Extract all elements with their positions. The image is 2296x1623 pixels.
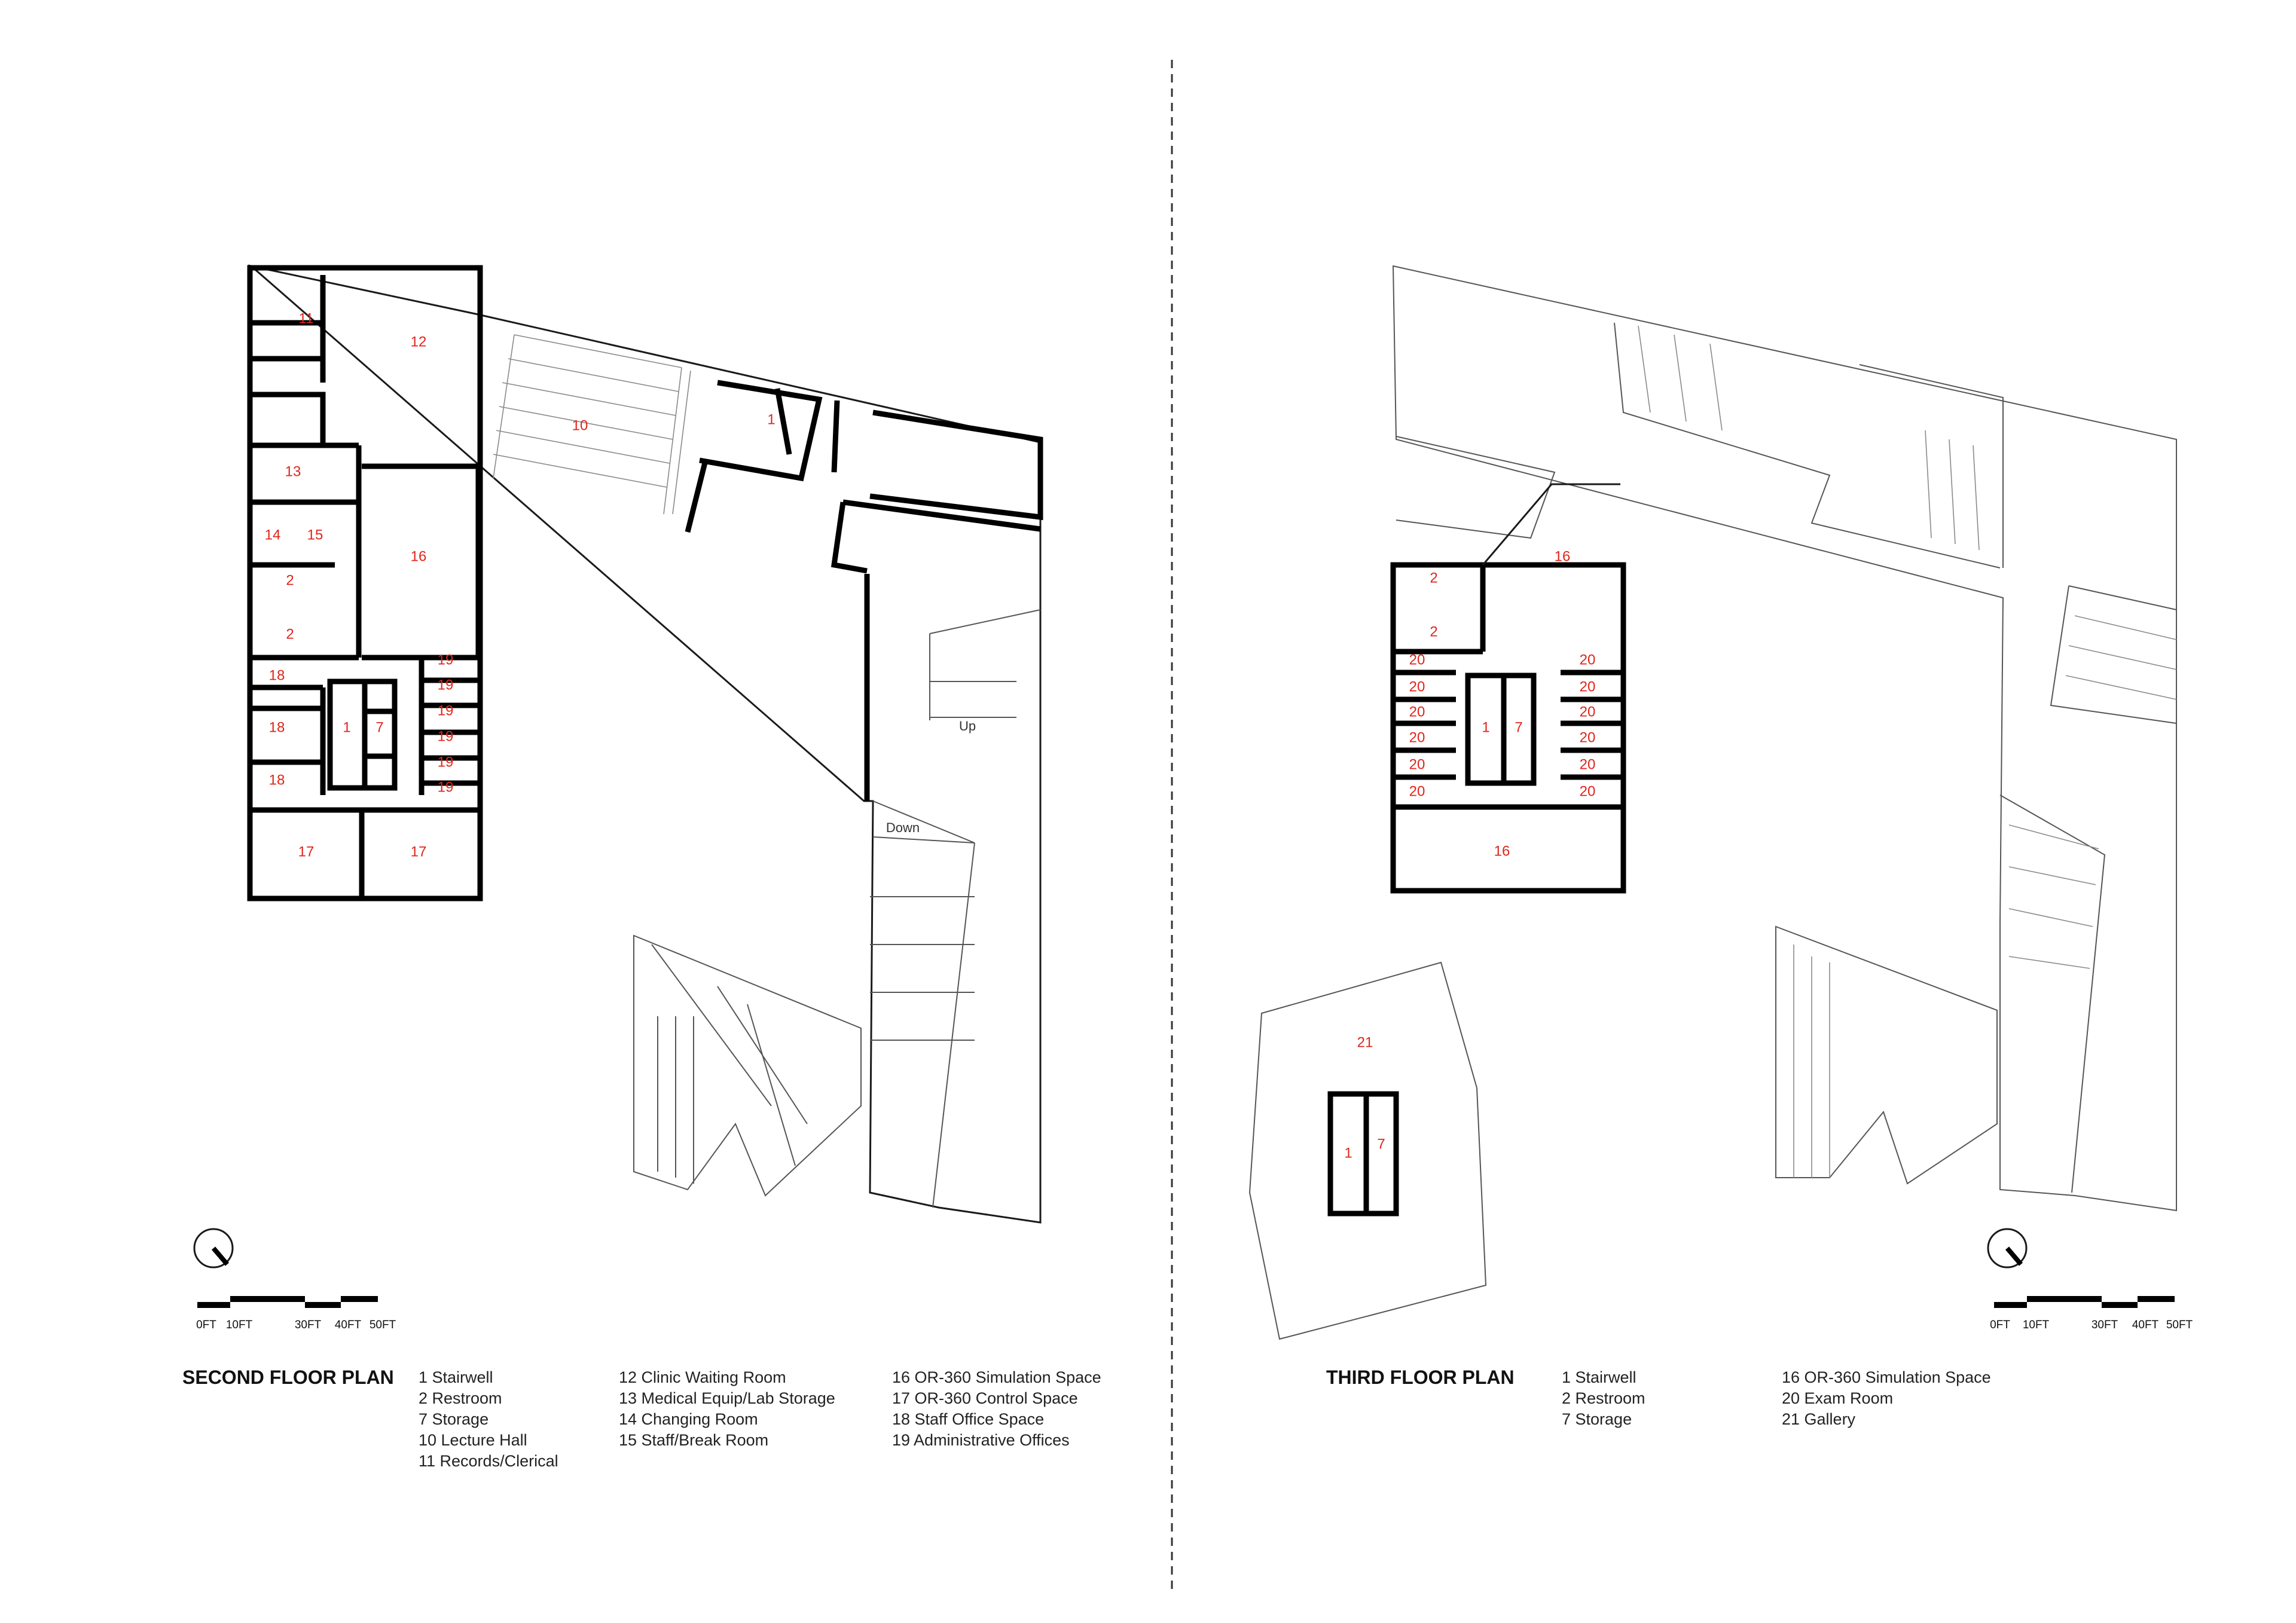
legend-item: 11 Records/Clerical	[419, 1452, 558, 1470]
scale-bar	[1990, 1296, 2193, 1331]
room-number: 20	[1579, 678, 1596, 695]
third-floor-plan	[1250, 266, 2176, 1339]
legend-item: 16 OR-360 Simulation Space	[892, 1368, 1101, 1386]
room-number: 13	[285, 463, 301, 480]
room-number: 10	[572, 417, 588, 434]
scale-bar	[196, 1296, 396, 1331]
room-number: 2	[286, 626, 294, 643]
room-number: 18	[268, 719, 285, 736]
room-number: 20	[1409, 783, 1425, 800]
room-number: 7	[1515, 719, 1523, 736]
legend-item: 16 OR-360 Simulation Space	[1782, 1368, 1991, 1386]
legend-item: 1 Stairwell	[1562, 1368, 1636, 1386]
room-number: 15	[307, 527, 323, 543]
room-number: 12	[410, 334, 427, 350]
room-number: 2	[286, 572, 294, 589]
legend-item: 17 OR-360 Control Space	[892, 1389, 1078, 1407]
legend-item: 15 Staff/Break Room	[619, 1431, 769, 1449]
room-number: 16	[410, 548, 427, 565]
room-number: 18	[268, 667, 285, 684]
scale-label: 40FT	[2132, 1319, 2159, 1331]
room-number: 19	[437, 728, 454, 745]
legend-item: 10 Lecture Hall	[419, 1431, 527, 1449]
stair-down-label: Down	[886, 820, 920, 835]
room-number: 2	[1430, 570, 1438, 586]
legend-item: 2 Restroom	[419, 1389, 502, 1407]
room-number: 7	[1377, 1136, 1385, 1153]
room-number: 19	[437, 652, 454, 668]
stair-up-label: Up	[958, 719, 976, 733]
scale-label: 10FT	[225, 1319, 253, 1331]
legend-item: 19 Administrative Offices	[892, 1431, 1070, 1449]
third-floor-legend	[1562, 1368, 1991, 1428]
scale-label: 30FT	[2091, 1319, 2118, 1331]
room-number: 16	[1494, 843, 1510, 860]
legend-item: 2 Restroom	[1562, 1389, 1645, 1407]
room-number: 20	[1409, 756, 1425, 773]
room-number: 19	[437, 677, 454, 693]
second-floor-plan	[250, 266, 1040, 1222]
room-number: 7	[375, 719, 384, 736]
room-number: 17	[298, 843, 315, 860]
room-number: 19	[437, 702, 454, 719]
room-number: 18	[268, 772, 285, 788]
room-number: 19	[437, 779, 454, 796]
room-number: 1	[767, 411, 775, 428]
room-number: 20	[1409, 729, 1425, 746]
scale-label: 0FT	[1990, 1319, 2010, 1331]
legend-item: 21 Gallery	[1782, 1410, 1856, 1428]
legend-item: 14 Changing Room	[619, 1410, 758, 1428]
scale-label: 50FT	[2166, 1319, 2193, 1331]
room-number: 21	[1357, 1034, 1373, 1051]
room-number: 14	[264, 527, 281, 543]
scale-label: 50FT	[369, 1319, 396, 1331]
legend-item: 12 Clinic Waiting Room	[619, 1368, 786, 1386]
room-number: 11	[298, 310, 314, 327]
legend-item: 20 Exam Room	[1782, 1389, 1894, 1407]
legend-item: 13 Medical Equip/Lab Storage	[619, 1389, 835, 1407]
legend-item: 1 Stairwell	[419, 1368, 493, 1386]
room-number: 1	[343, 719, 351, 736]
scale-label: 30FT	[294, 1319, 322, 1331]
room-number: 2	[1430, 623, 1438, 640]
third-floor-title: THIRD FLOOR PLAN	[1326, 1367, 1515, 1388]
scale-label: 40FT	[334, 1319, 362, 1331]
room-number: 19	[437, 754, 454, 771]
room-number: 20	[1579, 652, 1596, 668]
room-number: 1	[1344, 1145, 1352, 1162]
room-number: 16	[1554, 548, 1571, 565]
legend-item: 7 Storage	[419, 1410, 489, 1428]
room-number: 20	[1409, 704, 1425, 720]
room-number: 1	[1482, 719, 1490, 736]
room-number: 20	[1579, 783, 1596, 800]
second-floor-legend	[419, 1368, 1101, 1470]
legend-item: 7 Storage	[1562, 1410, 1632, 1428]
scale-label: 0FT	[196, 1319, 216, 1331]
room-number: 20	[1579, 756, 1596, 773]
room-number: 20	[1409, 678, 1425, 695]
room-number: 20	[1579, 729, 1596, 746]
room-number: 20	[1409, 652, 1425, 668]
room-number: 17	[410, 843, 427, 860]
legend-item: 18 Staff Office Space	[892, 1410, 1045, 1428]
north-arrow-icon	[1988, 1229, 2026, 1267]
scale-label: 10FT	[2022, 1319, 2050, 1331]
room-number: 20	[1579, 704, 1596, 720]
north-arrow-icon	[194, 1229, 233, 1267]
second-floor-title: SECOND FLOOR PLAN	[182, 1367, 394, 1388]
